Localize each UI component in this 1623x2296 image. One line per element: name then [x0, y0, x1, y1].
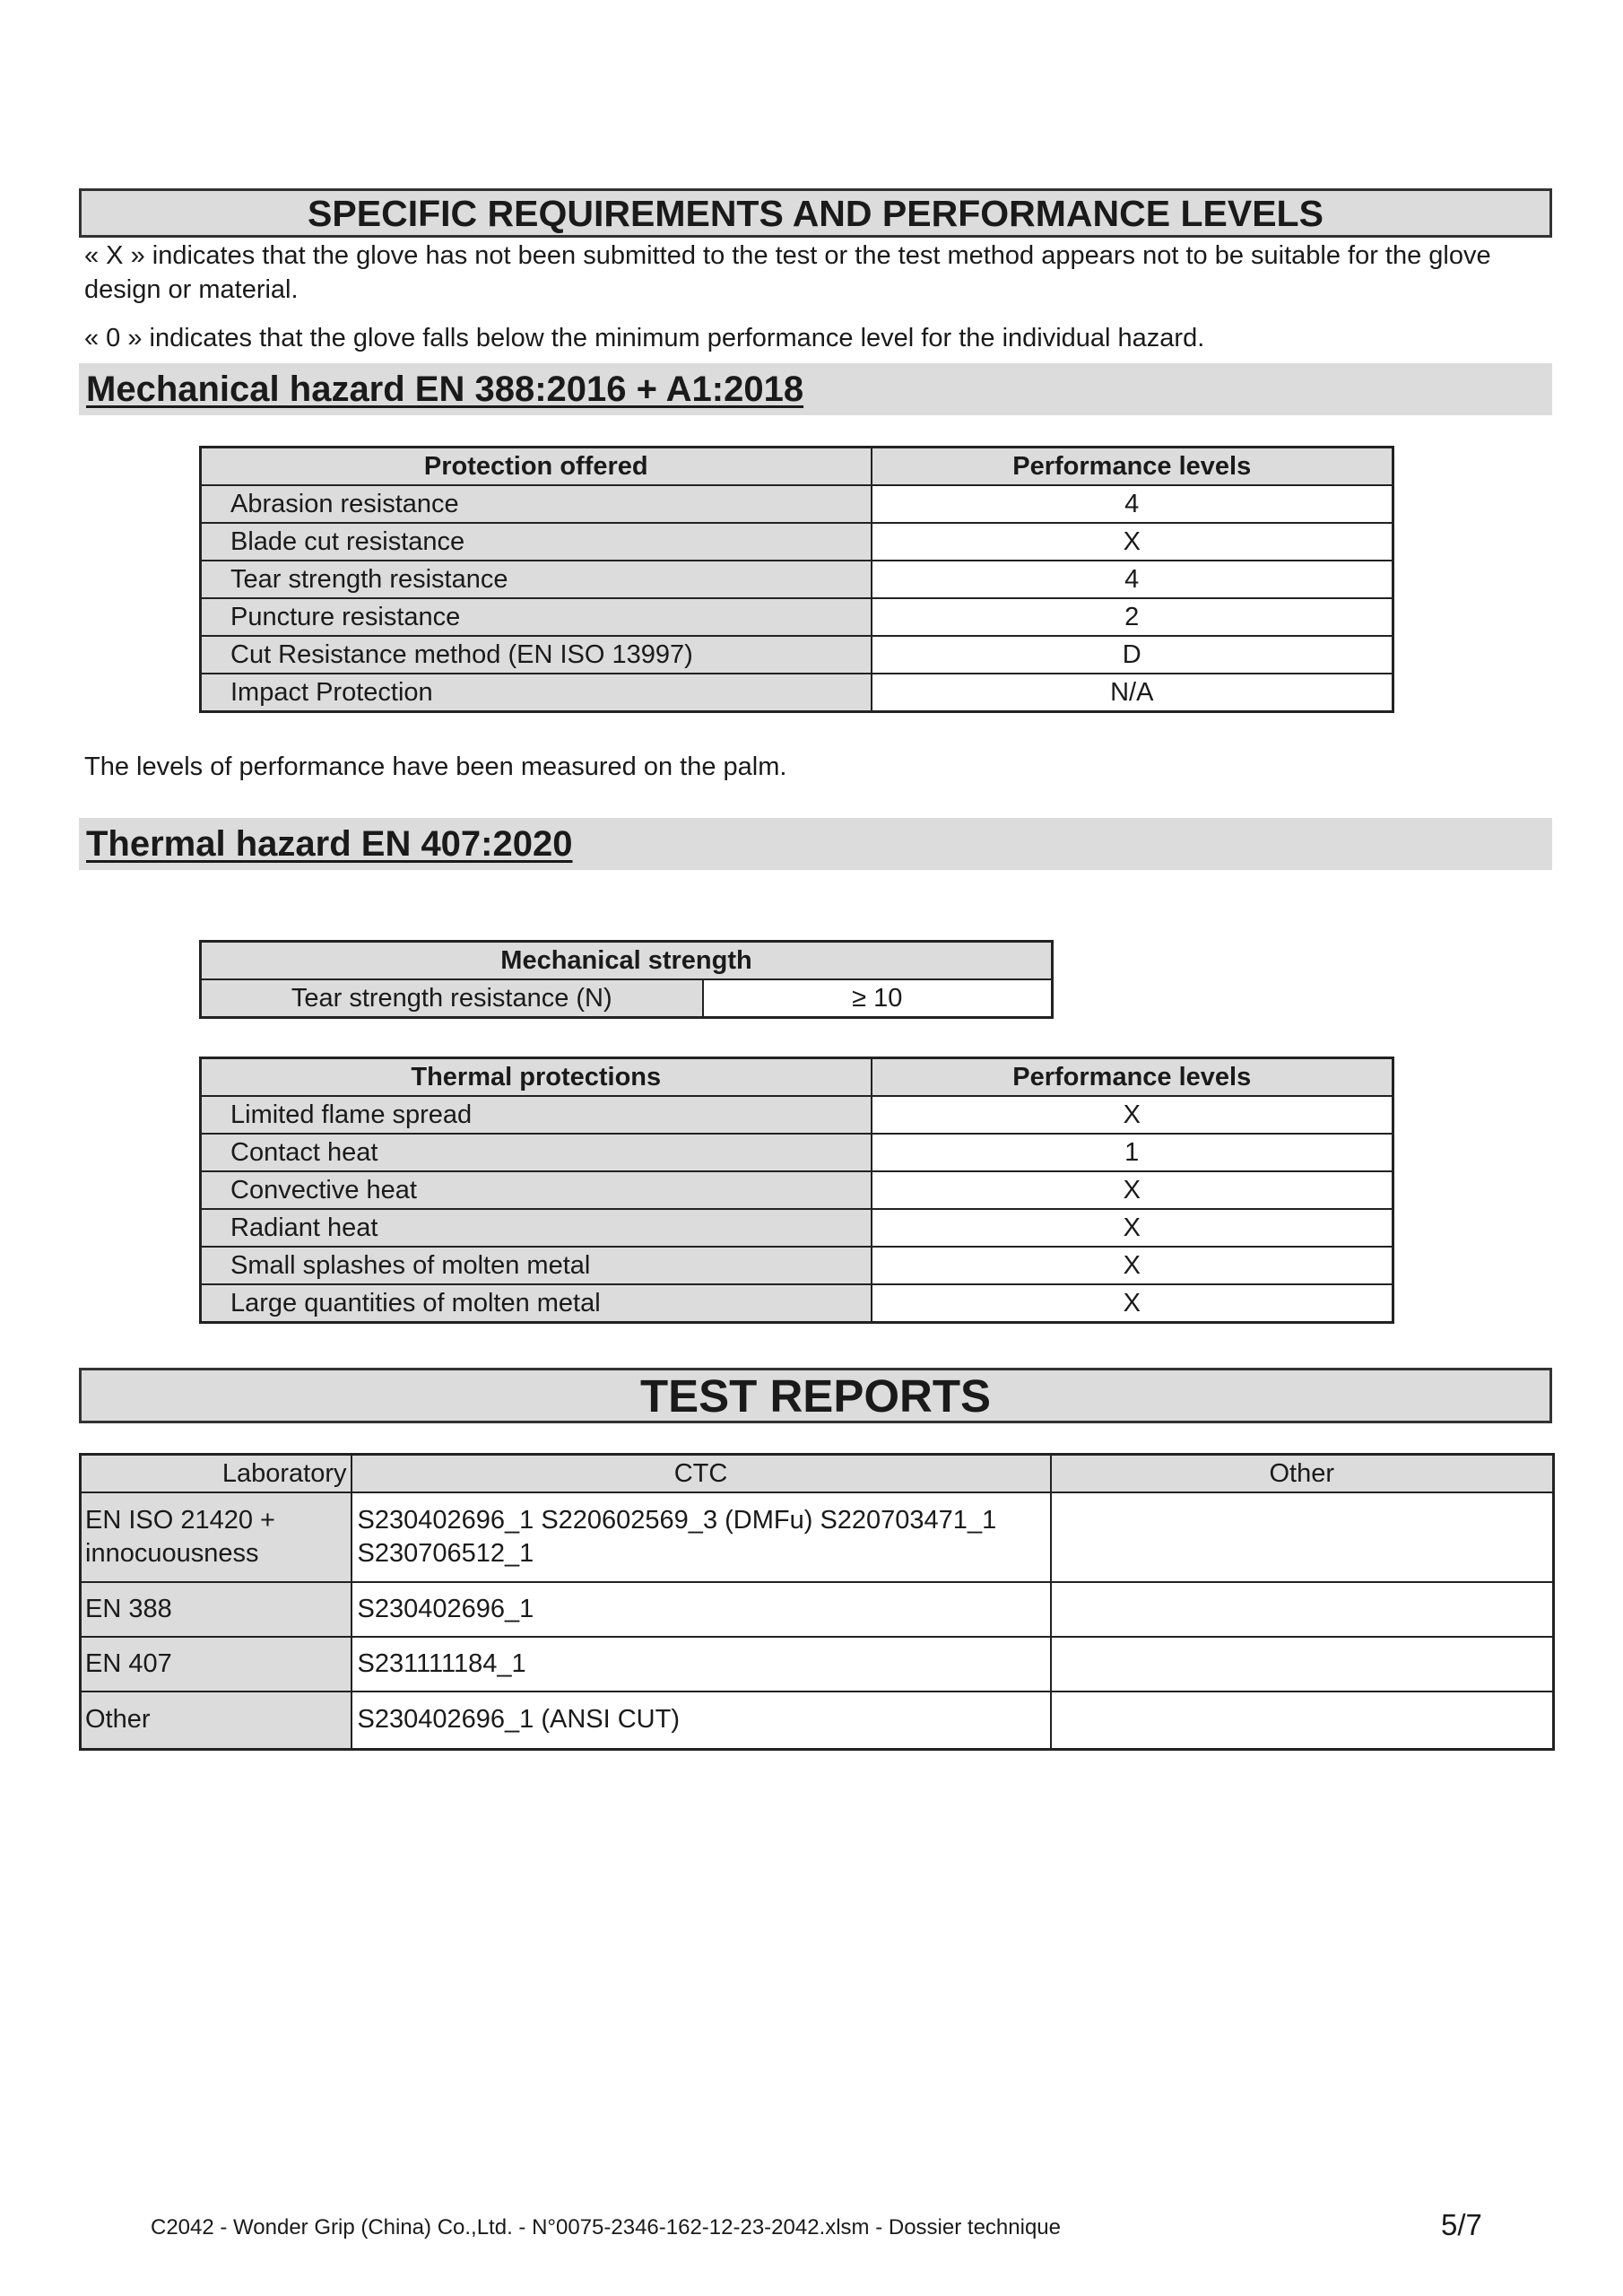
ctc-report-numbers — [352, 1492, 1051, 1582]
performance-value: N/A — [872, 674, 1393, 712]
performance-value: X — [872, 523, 1393, 561]
protection-label: Cut Resistance method (EN ISO 13997) — [201, 636, 872, 674]
ctc-report-line: S230706512_1 — [357, 1539, 534, 1568]
thermal-protection-label: Large quantities of molten metal — [201, 1284, 872, 1323]
performance-value: X — [872, 1247, 1393, 1284]
performance-value: 4 — [872, 561, 1393, 598]
performance-value: X — [872, 1096, 1393, 1134]
performance-value: 1 — [872, 1134, 1393, 1171]
other-report-cell — [1051, 1582, 1554, 1637]
table-row — [201, 523, 1393, 561]
thermal-hazard-heading-text: Thermal hazard EN 407:2020 — [86, 824, 573, 864]
mechanical-hazard-heading-text: Mechanical hazard EN 388:2016 + A1:2018 — [86, 370, 804, 409]
protection-label: Puncture resistance — [201, 598, 872, 636]
performance-value: 2 — [872, 598, 1393, 636]
document-footer: C2042 - Wonder Grip (China) Co.,Ltd. - N°0075-2346-162-12-23-2042.xlsm - Dossier technique — [151, 2215, 1061, 2239]
tear-strength-label: Tear strength resistance (N) — [201, 979, 703, 1018]
section-title-test-reports: TEST REPORTS — [79, 1368, 1552, 1423]
palm-measurement-note: The levels of performance have been measured on the palm. — [84, 752, 787, 781]
table-row — [201, 636, 1393, 674]
thermal-performance-table — [199, 1057, 1394, 1324]
protection-label: Abrasion resistance — [201, 485, 872, 523]
table-row — [201, 1209, 1393, 1247]
other-report-cell — [1051, 1637, 1554, 1692]
protection-label: Tear strength resistance — [201, 561, 872, 598]
thermal-protection-label: Small splashes of molten metal — [201, 1247, 872, 1284]
table-row — [201, 1247, 1393, 1284]
performance-value: 4 — [872, 485, 1393, 523]
other-report-cell — [1051, 1492, 1554, 1582]
column-header-thermal-protections: Thermal protections — [201, 1058, 872, 1097]
standard-label-line: EN ISO 21420 + — [85, 1506, 275, 1535]
mechanical-strength-table — [199, 940, 1054, 1019]
note-zero-meaning: « 0 » indicates that the glove falls below the minimum performance level for the individual hazard. — [84, 324, 1205, 352]
column-header-other: Other — [1051, 1455, 1554, 1493]
table-row — [201, 979, 1053, 1018]
column-header-ctc: CTC — [352, 1455, 1051, 1493]
table-row — [81, 1637, 1554, 1692]
section-title-specific-requirements: SPECIFIC REQUIREMENTS AND PERFORMANCE LEVELS — [79, 188, 1552, 238]
table-row — [201, 1171, 1393, 1209]
table-row — [201, 485, 1393, 523]
standard-label: EN 407 — [81, 1637, 352, 1692]
note-x-meaning: « X » indicates that the glove has not been submitted to the test or the test method appears not to be suitable for the glove design or material. — [84, 241, 1491, 304]
performance-value: X — [872, 1171, 1393, 1209]
thermal-hazard-heading — [79, 818, 1552, 870]
table-row — [81, 1492, 1554, 1582]
column-header-protection: Protection offered — [201, 448, 872, 486]
table-row — [201, 1134, 1393, 1171]
ctc-report-numbers: S230402696_1 (ANSI CUT) — [352, 1692, 1051, 1749]
standard-label: Other — [81, 1692, 352, 1749]
table-header-row — [201, 942, 1053, 980]
ctc-report-numbers: S230402696_1 — [352, 1582, 1051, 1637]
ctc-report-numbers: S231111184_1 — [352, 1637, 1051, 1692]
thermal-protection-label: Contact heat — [201, 1134, 872, 1171]
thermal-protection-label: Convective heat — [201, 1171, 872, 1209]
table-row — [81, 1582, 1554, 1637]
performance-value: D — [872, 636, 1393, 674]
table-header-row — [201, 448, 1393, 486]
mechanical-hazard-heading — [79, 363, 1552, 415]
standard-label: EN 388 — [81, 1582, 352, 1637]
column-header-laboratory: Laboratory — [81, 1455, 352, 1493]
standard-label-line: innocuousness — [85, 1539, 259, 1568]
performance-value: X — [872, 1284, 1393, 1323]
table-header-row — [201, 1058, 1393, 1097]
performance-value: X — [872, 1209, 1393, 1247]
table-row — [201, 598, 1393, 636]
page-number: 5/7 — [1441, 2208, 1482, 2241]
table-row — [201, 1284, 1393, 1323]
mechanical-performance-table — [199, 446, 1394, 713]
table-row — [201, 561, 1393, 598]
table-row — [201, 674, 1393, 712]
tear-strength-value: ≥ 10 — [703, 979, 1053, 1018]
protection-label: Blade cut resistance — [201, 523, 872, 561]
table-header-row — [81, 1455, 1554, 1493]
mechanical-strength-header: Mechanical strength — [201, 942, 1053, 980]
ctc-report-line: S230402696_1 S220602569_3 (DMFu) S220703471_1 — [357, 1506, 997, 1535]
test-reports-table — [79, 1453, 1555, 1751]
standard-label — [81, 1492, 352, 1582]
other-report-cell — [1051, 1692, 1554, 1749]
protection-label: Impact Protection — [201, 674, 872, 712]
table-row — [81, 1692, 1554, 1749]
column-header-levels: Performance levels — [872, 1058, 1393, 1097]
thermal-protection-label: Radiant heat — [201, 1209, 872, 1247]
thermal-protection-label: Limited flame spread — [201, 1096, 872, 1134]
table-row — [201, 1096, 1393, 1134]
column-header-levels: Performance levels — [872, 448, 1393, 486]
